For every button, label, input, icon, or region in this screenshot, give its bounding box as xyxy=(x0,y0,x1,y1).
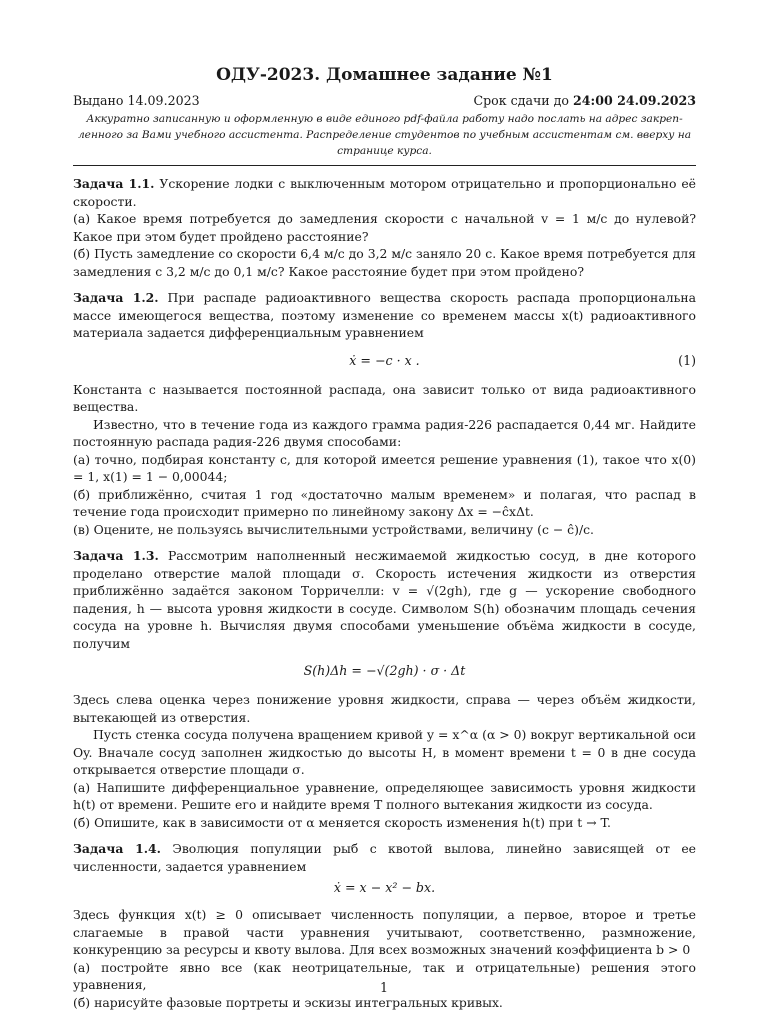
task-1-4-part-b: (б) нарисуйте фазовые портреты и эскизы интегральных кривых. xyxy=(73,994,503,1010)
task-1-3 xyxy=(73,547,696,831)
task-label: Задача 1.4. xyxy=(73,841,161,856)
page-number: 1 xyxy=(379,980,388,995)
task-text: При распаде радиоактивного вещества скорость распада пропорциональна массе имеющегося вещества, поэтому изменение со временем массы x(t) радиоактивного материала задается дифференциальным уравнением xyxy=(73,290,696,340)
deadline-value: 24:00 24.09.2023 xyxy=(573,93,696,108)
equation-number: (1) xyxy=(678,352,696,368)
deadline-prefix: Срок сдачи до xyxy=(473,93,574,108)
task-1-4-part-a: (а) постройте явно все (как неотрицательные, так и отрицательные) решения этого уравнения, xyxy=(73,959,696,992)
task-label: Задача 1.3. xyxy=(73,548,159,563)
task-1-2-part-b: (б) приближённо, считая 1 год «достаточно малым временем» и полагая, что распад в течение года происходит примерно по линейному закону Δx = −ĉxΔt. xyxy=(73,486,696,519)
task-label: Задача 1.2. xyxy=(73,290,159,305)
task-1-4-intro xyxy=(73,840,696,875)
task-text: Ускорение лодки с выключенным мотором отрицательно и пропорционально её скорости. xyxy=(73,176,696,209)
population-equation: ẋ = x − x² − bx. xyxy=(333,880,436,895)
task-1-2-paragraph: Константа c называется постоянной распада, она зависит только от вида радиоактивного вещества. xyxy=(73,381,696,414)
task-1-2-part-c: (в) Оцените, не пользуясь вычислительными устройствами, величину (c − ĉ)/c. xyxy=(73,521,594,537)
deadline xyxy=(473,92,696,110)
document-page xyxy=(73,62,696,1011)
task-1-3-part-a: (а) Напишите дифференциальное уравнение, определяющее зависимость уровня жидкости h(t) от времени. Решите его и найдите время T полного вытекания жидкости из сосуда. xyxy=(73,779,696,812)
header-divider xyxy=(73,165,696,166)
volume-equation: S(h)Δh = −√(2gh) · σ · Δt xyxy=(303,663,466,678)
issued-date: Выдано 14.09.2023 xyxy=(73,93,200,108)
task-1-2-part-a: (а) точно, подбирая константу c, для которой имеется решение уравнения (1), такое что x(0) = 1, x(1) = 1 − 0,00044; xyxy=(73,451,696,484)
document-title: ОДУ-2023. Домашнее задание №1 xyxy=(216,65,553,85)
task-1-4-paragraph: Здесь функция x(t) ≥ 0 описывает численность популяции, а первое, второе и третье слагаемые в правой части уравнения учитывают, соответственно, размножение, конкуренцию за ресурсы и квоту вылова. Для всех возможных значений коэффициента b > 0 xyxy=(73,907,696,957)
equation-body: ẋ = −c · x . xyxy=(349,352,420,368)
submission-notice: Аккуратно записанную и оформленную в виде единого pdf-файла работу надо послать на адрес закреп-ленного за Вами учебного ассистента. Распределение студентов по учебным ассистентам см. вверху на странице курса. xyxy=(77,113,692,157)
task-1-3-paragraph: Пусть стенка сосуда получена вращением кривой y = x^α (α > 0) вокруг вертикальной оси Oy. Вначале сосуд заполнен жидкостью до высоты H, в момент времени t = 0 в дне сосуда открывается отверстие площади σ. xyxy=(73,727,696,777)
task-1-3-intro xyxy=(73,547,696,652)
task-1-3-part-b: (б) Опишите, как в зависимости от α меняется скорость изменения h(t) при t → T. xyxy=(73,814,611,830)
task-label: Задача 1.1. xyxy=(73,176,155,191)
task-1-1-part-b: (б) Пусть замедление со скорости 6,4 м/с до 3,2 м/с заняло 20 с. Какое время потребуется для замедления с 3,2 м/с до 0,1 м/с? Какое расстояние будет при этом пройдено? xyxy=(73,246,696,279)
task-1-1 xyxy=(73,175,696,280)
task-1-3-paragraph: Здесь слева оценка через понижение уровня жидкости, справа — через объём жидкости, вытекающей из отверстия. xyxy=(73,692,696,725)
task-1-1-part-a: (а) Какое время потребуется до замедления скорости с начальной v = 1 м/с до нулевой? Какое при этом будет пройдено расстояние? xyxy=(73,211,696,244)
task-text: Рассмотрим наполненный несжимаемой жидкостью сосуд, в дне которого проделано отверстие малой площади σ. Скорость истечения жидкости из отверстия приближённо задаётся законом Торричелли: v = √(2gh), где g — ускорение свободного падения, h — высота уровня жидкости в сосуде. Символом S(h) обозначим площадь сечения сосуда на уровне h. Вычисляя двумя способами уменьшение объёма жидкости в сосуде, получим xyxy=(73,548,696,651)
task-1-2 xyxy=(73,289,696,538)
task-1-2-paragraph: Известно, что в течение года из каждого грамма радия-226 распадается 0,44 мг. Найдите постоянную распада радия-226 двумя способами: xyxy=(73,416,696,449)
equation-1 xyxy=(73,352,696,370)
task-text: Эволюция популяции рыб с квотой вылова, линейно зависящей от ее численности, задается уравнением xyxy=(73,841,696,874)
task-1-1-intro xyxy=(73,175,696,210)
header-meta xyxy=(73,92,696,110)
task-1-2-intro xyxy=(73,289,696,342)
